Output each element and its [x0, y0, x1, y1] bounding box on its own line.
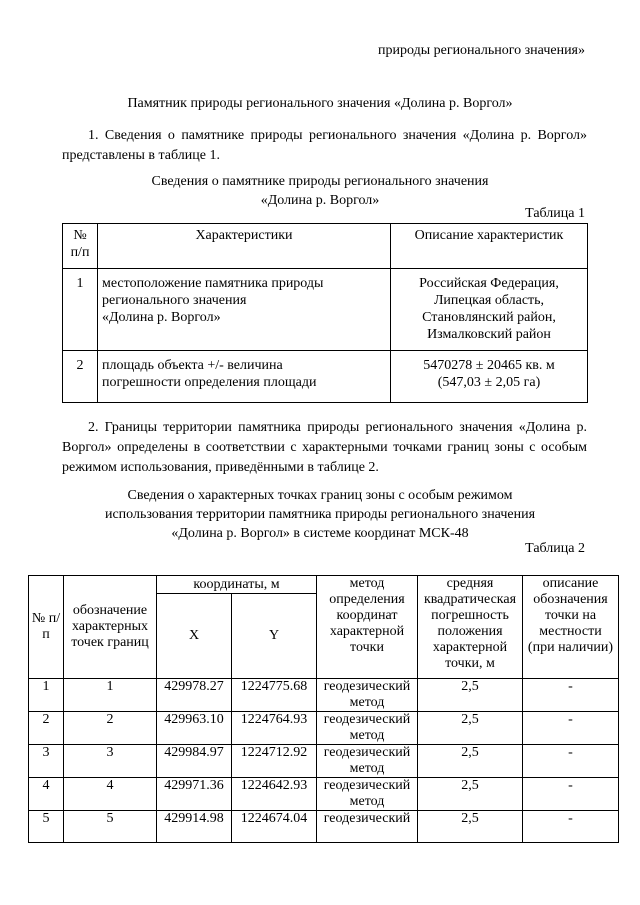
table-2	[28, 575, 619, 843]
header-y: Y	[232, 594, 317, 679]
header-error: средняя квадратическая погрешность положения характерной точки, м	[418, 576, 523, 679]
cell-point: 1	[64, 679, 157, 712]
cell-error: 2,5	[418, 778, 523, 811]
cell-method: геодезический метод	[317, 679, 418, 712]
cell-method: геодезический метод	[317, 778, 418, 811]
header-x: X	[157, 594, 232, 679]
header-num: № п/п	[63, 224, 98, 269]
cell-point: 4	[64, 778, 157, 811]
cell-num: 3	[29, 745, 64, 778]
cell-point: 5	[64, 811, 157, 843]
cell-line: Липецкая область,	[433, 293, 545, 308]
paragraph-2-text: 2. Границы территории памятника природы регионального значения «Долина р. Воргол» определены в соответствии с характерными точками границ зоны с особым режимом использования, приведёнными в таблице 2.	[62, 420, 587, 475]
paragraph-1	[62, 126, 587, 166]
header-num: № п/п	[29, 576, 64, 679]
row-description	[391, 269, 588, 351]
row-characteristic	[98, 269, 391, 351]
cell-line: Российская Федерация,	[419, 276, 559, 291]
document-title: Памятник природы регионального значения «Долина р. Воргол»	[127, 96, 513, 111]
table-1-caption-line: Сведения о памятнике природы регионального значения	[151, 174, 489, 189]
table-2-caption-line: Сведения о характерных точках границ зоны с особым режимом	[127, 488, 513, 503]
paragraph-2	[62, 418, 587, 478]
row-characteristic	[98, 351, 391, 403]
cell-description: -	[523, 778, 619, 811]
table-2-caption-line: использования территории памятника природы регионального значения	[104, 507, 536, 522]
cell-point: 2	[64, 712, 157, 745]
header-description: Описание характеристик	[391, 224, 588, 269]
page-header-text: природы регионального значения»	[378, 43, 585, 58]
cell-method: геодезический метод	[317, 745, 418, 778]
table-row	[29, 745, 619, 778]
cell-description: -	[523, 679, 619, 712]
cell-x: 429978.27	[157, 679, 232, 712]
table-row	[29, 712, 619, 745]
header-point: обозначение характерных точек границ	[64, 576, 157, 679]
cell-line: местоположение памятника природы	[102, 276, 324, 291]
table-2-caption-line: «Долина р. Воргол» в системе координат МСК-48	[171, 526, 469, 541]
row-num: 2	[63, 351, 98, 403]
cell-num: 5	[29, 811, 64, 843]
paragraph-1-text: 1. Сведения о памятнике природы регионального значения «Долина р. Воргол» представлены в таблице 1.	[62, 128, 587, 163]
cell-y: 1224642.93	[232, 778, 317, 811]
cell-description: -	[523, 712, 619, 745]
table-1-caption-line: «Долина р. Воргол»	[260, 193, 380, 208]
table-2-label: Таблица 2	[525, 541, 585, 556]
table-row	[63, 351, 588, 403]
table-row	[29, 811, 619, 843]
cell-line: (547,03 ± 2,05 га)	[437, 375, 541, 390]
table-row	[29, 778, 619, 811]
table-2-caption	[0, 486, 640, 543]
cell-error: 2,5	[418, 712, 523, 745]
cell-x: 429963.10	[157, 712, 232, 745]
header-description: описание обозначения точки на местности (при наличии)	[523, 576, 619, 679]
table-2-header-row	[29, 576, 619, 594]
table-1-header-row	[63, 224, 588, 269]
header-characteristics: Характеристики	[98, 224, 391, 269]
cell-method: геодезический метод	[317, 712, 418, 745]
cell-y: 1224712.92	[232, 745, 317, 778]
cell-y: 1224764.93	[232, 712, 317, 745]
table-row	[63, 269, 588, 351]
cell-error: 2,5	[418, 679, 523, 712]
cell-description: -	[523, 745, 619, 778]
cell-line: площадь объекта +/- величина	[102, 358, 283, 373]
table-1-caption	[0, 172, 640, 210]
row-description	[391, 351, 588, 403]
header-method: метод определения координат характерной точки	[317, 576, 418, 679]
row-num: 1	[63, 269, 98, 351]
cell-num: 4	[29, 778, 64, 811]
cell-line: Измалковский район	[427, 327, 551, 342]
cell-x: 429984.97	[157, 745, 232, 778]
cell-method: геодезический	[317, 811, 418, 843]
table-row	[29, 679, 619, 712]
cell-x: 429914.98	[157, 811, 232, 843]
cell-line: регионального значения	[102, 293, 247, 308]
cell-error: 2,5	[418, 811, 523, 843]
cell-line: Становлянский район,	[422, 310, 556, 325]
cell-y: 1224775.68	[232, 679, 317, 712]
cell-num: 2	[29, 712, 64, 745]
cell-description: -	[523, 811, 619, 843]
cell-point: 3	[64, 745, 157, 778]
cell-x: 429971.36	[157, 778, 232, 811]
cell-line: 5470278 ± 20465 кв. м	[423, 358, 555, 373]
cell-error: 2,5	[418, 745, 523, 778]
cell-y: 1224674.04	[232, 811, 317, 843]
table-1-label: Таблица 1	[525, 206, 585, 221]
cell-line: «Долина р. Воргол»	[102, 310, 221, 325]
table-1	[62, 223, 588, 403]
header-coordinates: координаты, м	[157, 576, 317, 594]
cell-num: 1	[29, 679, 64, 712]
cell-line: погрешности определения площади	[102, 375, 317, 390]
